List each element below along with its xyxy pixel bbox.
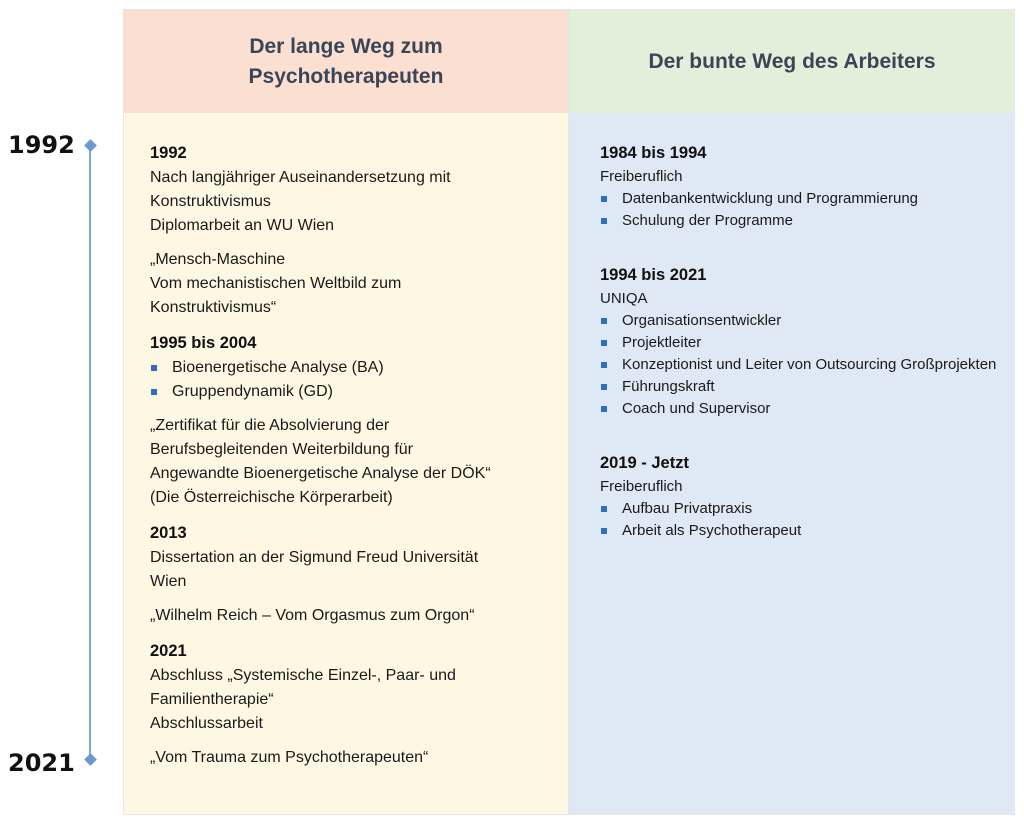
text-line: Vom mechanistischen Weltbild zum bbox=[150, 275, 402, 292]
column-psychotherapist bbox=[123, 9, 569, 815]
employer: UNIQA bbox=[600, 290, 648, 307]
text-line: „Vom Trauma zum Psychotherapeuten“ bbox=[150, 749, 429, 766]
column-title-left: Der lange Weg zum Psychotherapeuten bbox=[248, 34, 444, 88]
column-title-right: Der bunte Weg des Arbeiters bbox=[648, 49, 936, 73]
section-year: 1984 bis 1994 bbox=[600, 144, 707, 162]
section-1992 bbox=[150, 140, 554, 320]
employer: Freiberuflich bbox=[600, 478, 683, 495]
certificate-title bbox=[150, 414, 554, 510]
list-item: Organisationsentwickler bbox=[600, 310, 1000, 332]
text-line: (Die Österreichische Körperarbeit) bbox=[150, 489, 393, 506]
section-year: 2013 bbox=[150, 524, 187, 542]
section-year: 1995 bis 2004 bbox=[150, 334, 257, 352]
timeline-start-year: 1992 bbox=[8, 131, 75, 159]
text-line: Konstruktivismus“ bbox=[150, 299, 277, 316]
column-header-right bbox=[570, 10, 1014, 113]
section-2021 bbox=[150, 638, 554, 770]
list-item: Schulung der Programme bbox=[600, 210, 1000, 232]
text-line: Abschlussarbeit bbox=[150, 715, 263, 732]
list-item: Bioenergetische Analyse (BA) bbox=[150, 356, 554, 380]
final-thesis-title bbox=[150, 746, 554, 770]
thesis-title bbox=[150, 248, 554, 320]
text-line: Nach langjähriger Auseinandersetzung mit bbox=[150, 169, 451, 186]
text-line: Berufsbegleitenden Weiterbildung für bbox=[150, 441, 413, 458]
list-item: Führungskraft bbox=[600, 376, 1000, 398]
text-line: Konstruktivismus bbox=[150, 193, 271, 210]
bullet-list bbox=[600, 498, 1000, 542]
bullet-list bbox=[600, 188, 1000, 232]
list-item: Aufbau Privatpraxis bbox=[600, 498, 1000, 520]
bullet-list bbox=[150, 356, 554, 404]
text-line: „Mensch-Maschine bbox=[150, 251, 286, 268]
text-line: Abschluss „Systemische Einzel-, Paar- und bbox=[150, 667, 456, 684]
section-1994-2021 bbox=[600, 262, 1000, 420]
timeline-line bbox=[89, 146, 91, 760]
column-worker bbox=[569, 9, 1015, 815]
list-item: Gruppendynamik (GD) bbox=[150, 380, 554, 404]
list-item: Datenbankentwicklung und Programmierung bbox=[600, 188, 1000, 210]
list-item: Konzeptionist und Leiter von Outsourcing Großprojekten bbox=[600, 354, 1000, 376]
section-2013 bbox=[150, 520, 554, 628]
section-2019-now bbox=[600, 450, 1000, 542]
column-header-left bbox=[124, 10, 568, 113]
section-year: 2019 - Jetzt bbox=[600, 454, 689, 472]
text-line: Diplomarbeit an WU Wien bbox=[150, 217, 335, 234]
list-item: Arbeit als Psychotherapeut bbox=[600, 520, 1000, 542]
text-line: Wien bbox=[150, 573, 187, 590]
list-item: Coach und Supervisor bbox=[600, 398, 1000, 420]
column-body-left bbox=[150, 140, 554, 780]
list-item: Projektleiter bbox=[600, 332, 1000, 354]
section-year: 1992 bbox=[150, 144, 187, 162]
bullet-list bbox=[600, 310, 1000, 420]
dissertation-title bbox=[150, 604, 554, 628]
text-line: Familientherapie“ bbox=[150, 691, 274, 708]
section-year: 1994 bis 2021 bbox=[600, 266, 707, 284]
timeline-end-year: 2021 bbox=[8, 749, 75, 777]
text-line: Angewandte Bioenergetische Analyse der DÖK“ bbox=[150, 465, 491, 482]
text-line: „Zertifikat für die Absolvierung der bbox=[150, 417, 390, 434]
timeline-end-marker bbox=[84, 753, 97, 766]
employer: Freiberuflich bbox=[600, 168, 683, 185]
column-body-right bbox=[600, 140, 1000, 572]
section-year: 2021 bbox=[150, 642, 187, 660]
text-line: „Wilhelm Reich – Vom Orgasmus zum Orgon“ bbox=[150, 607, 475, 624]
section-1984-1994 bbox=[600, 140, 1000, 232]
text-line: Dissertation an der Sigmund Freud Universität bbox=[150, 549, 479, 566]
section-1995-2004 bbox=[150, 330, 554, 510]
timeline-start-marker bbox=[84, 139, 97, 152]
